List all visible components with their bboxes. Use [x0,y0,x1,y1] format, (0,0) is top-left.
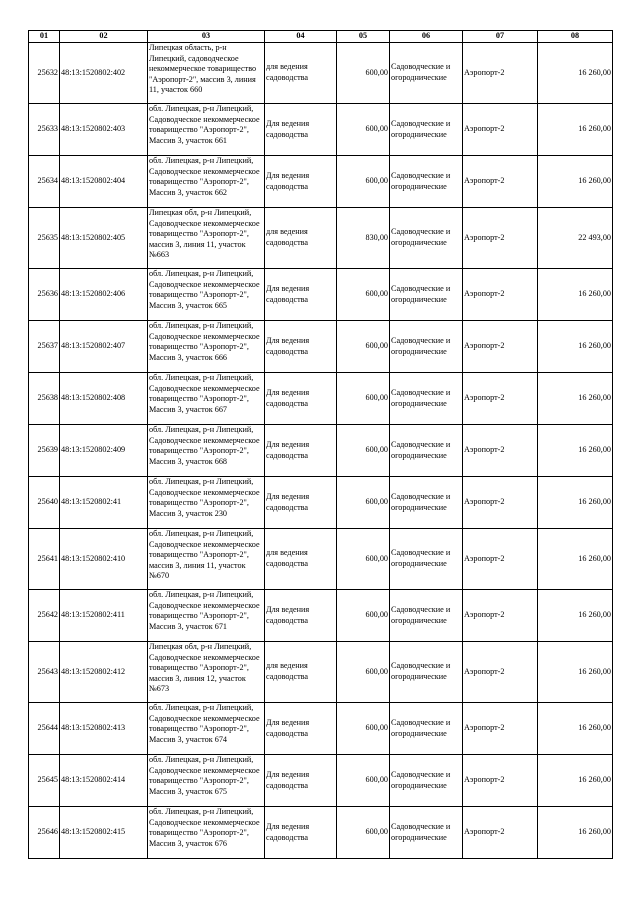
address-cell [148,373,265,425]
row-number-cell: 25632 [29,43,60,104]
address-cell [148,590,265,642]
category-cell: Садоводческие и огороднические [390,104,463,156]
category-cell: Садоводческие и огороднические [390,269,463,321]
table-row [29,529,613,590]
purpose-cell: для ведения садоводства [265,529,337,590]
table-row [29,590,613,642]
cadastral-value-cell: 16 260,00 [538,590,613,642]
header-row [29,31,613,43]
zone-cell: Аэропорт-2 [463,321,538,373]
zone-cell: Аэропорт-2 [463,703,538,755]
table-body [29,43,613,859]
table-row [29,156,613,208]
address-cell [148,425,265,477]
column-header: 02 [60,31,148,43]
address-text: обл. Липецкая, р-н Липецкий, Садоводческое некоммерческое товарищество "Аэропорт-2", Массив 3, участок 668 [149,425,260,466]
purpose-cell: для ведения садоводства [265,208,337,269]
table-row [29,477,613,529]
address-text: обл. Липецкая, р-н Липецкий, Садоводческое некоммерческое товарищество "Аэропорт-2", массив 3, линия 11, участок №670 [149,529,260,581]
category-cell: Садоводческие и огороднические [390,156,463,208]
row-number-cell: 25634 [29,156,60,208]
cadastral-value-cell: 16 260,00 [538,104,613,156]
zone-cell: Аэропорт-2 [463,373,538,425]
cadastral-value-cell: 16 260,00 [538,425,613,477]
cadastral-value-cell: 16 260,00 [538,807,613,859]
table-row [29,321,613,373]
row-number-cell: 25645 [29,755,60,807]
column-header: 03 [148,31,265,43]
cadastral-value-cell: 16 260,00 [538,642,613,703]
address-text: обл. Липецкая, р-н Липецкий, Садоводческое некоммерческое товарищество "Аэропорт-2", Массив 3, участок 665 [149,269,260,310]
address-cell [148,43,265,104]
table-row [29,425,613,477]
zone-cell: Аэропорт-2 [463,529,538,590]
address-text: обл. Липецкая, р-н Липецкий, Садоводческое некоммерческое товарищество "Аэропорт-2", Массив 3, участок 661 [149,104,260,145]
cadastral-value-cell: 16 260,00 [538,477,613,529]
row-number-cell: 25639 [29,425,60,477]
column-header: 01 [29,31,60,43]
cadastral-value-cell: 16 260,00 [538,703,613,755]
address-cell [148,104,265,156]
cadastral-number-cell: 48:13:1520802:403 [60,104,148,156]
area-cell: 600,00 [337,269,390,321]
area-cell: 600,00 [337,529,390,590]
purpose-cell: Для ведения садоводства [265,104,337,156]
zone-cell: Аэропорт-2 [463,425,538,477]
area-cell: 600,00 [337,642,390,703]
address-cell [148,477,265,529]
address-text: обл. Липецкая, р-н Липецкий, Садоводческое некоммерческое товарищество "Аэропорт-2", Массив 3, участок 667 [149,373,260,414]
cadastral-number-cell: 48:13:1520802:415 [60,807,148,859]
purpose-cell: Для ведения садоводства [265,590,337,642]
row-number-cell: 25633 [29,104,60,156]
address-cell [148,529,265,590]
zone-cell: Аэропорт-2 [463,104,538,156]
row-number-cell: 25641 [29,529,60,590]
category-cell: Садоводческие и огороднические [390,373,463,425]
zone-cell: Аэропорт-2 [463,208,538,269]
category-cell: Садоводческие и огороднические [390,755,463,807]
column-header: 04 [265,31,337,43]
zone-cell: Аэропорт-2 [463,590,538,642]
area-cell: 600,00 [337,590,390,642]
cadastral-number-cell: 48:13:1520802:402 [60,43,148,104]
purpose-cell: Для ведения садоводства [265,477,337,529]
category-cell: Садоводческие и огороднические [390,321,463,373]
cadastral-number-cell: 48:13:1520802:408 [60,373,148,425]
category-cell: Садоводческие и огороднические [390,590,463,642]
zone-cell: Аэропорт-2 [463,156,538,208]
zone-cell: Аэропорт-2 [463,642,538,703]
row-number-cell: 25635 [29,208,60,269]
address-text: Липецкая обл, р-н Липецкий, Садоводческое некоммерческое товарищество "Аэропорт-2", массив 3, линия 11, участок №663 [149,208,260,260]
row-number-cell: 25644 [29,703,60,755]
cadastral-value-cell: 16 260,00 [538,156,613,208]
address-cell [148,807,265,859]
cadastral-value-cell: 16 260,00 [538,269,613,321]
table-row [29,104,613,156]
cadastral-number-cell: 48:13:1520802:409 [60,425,148,477]
cadastral-number-cell: 48:13:1520802:407 [60,321,148,373]
row-number-cell: 25640 [29,477,60,529]
cadastral-number-cell: 48:13:1520802:410 [60,529,148,590]
purpose-cell: Для ведения садоводства [265,425,337,477]
category-cell: Садоводческие и огороднические [390,807,463,859]
address-cell [148,269,265,321]
cadastral-number-cell: 48:13:1520802:412 [60,642,148,703]
address-cell [148,208,265,269]
cadastral-number-cell: 48:13:1520802:411 [60,590,148,642]
address-text: Липецкая обл, р-н Липецкий, Садоводческое некоммерческое товарищество "Аэропорт-2", массив 3, линия 12, участок №673 [149,642,260,694]
address-text: Липецкая область, р-н Липецкий, садоводческое некоммерческое товарищество "Аэропорт-2", массив 3, линия 11, участок 660 [149,43,257,95]
purpose-cell: для ведения садоводства [265,642,337,703]
category-cell: Садоводческие и огороднические [390,529,463,590]
category-cell: Садоводческие и огороднические [390,642,463,703]
purpose-cell: Для ведения садоводства [265,269,337,321]
row-number-cell: 25643 [29,642,60,703]
row-number-cell: 25646 [29,807,60,859]
area-cell: 600,00 [337,755,390,807]
table-row [29,208,613,269]
address-text: обл. Липецкая, р-н Липецкий, Садоводческое некоммерческое товарищество "Аэропорт-2", Массив 3, участок 676 [149,807,260,848]
address-cell [148,156,265,208]
purpose-cell: Для ведения садоводства [265,755,337,807]
address-text: обл. Липецкая, р-н Липецкий, Садоводческое некоммерческое товарищество "Аэропорт-2", Массив 3, участок 666 [149,321,260,362]
category-cell: Садоводческие и огороднические [390,703,463,755]
table-row [29,43,613,104]
category-cell: Садоводческие и огороднические [390,43,463,104]
column-header: 05 [337,31,390,43]
area-cell: 600,00 [337,43,390,104]
row-number-cell: 25638 [29,373,60,425]
address-cell [148,755,265,807]
area-cell: 830,00 [337,208,390,269]
area-cell: 600,00 [337,104,390,156]
address-text: обл. Липецкая, р-н Липецкий, Садоводческое некоммерческое товарищество "Аэропорт-2", Массив 3, участок 671 [149,590,260,631]
purpose-cell: для ведения садоводства [265,43,337,104]
purpose-cell: Для ведения садоводства [265,703,337,755]
table-row [29,703,613,755]
zone-cell: Аэропорт-2 [463,269,538,321]
cadastral-value-cell: 16 260,00 [538,755,613,807]
cadastral-number-cell: 48:13:1520802:41 [60,477,148,529]
cadastral-number-cell: 48:13:1520802:414 [60,755,148,807]
cadastral-value-cell: 16 260,00 [538,43,613,104]
area-cell: 600,00 [337,425,390,477]
address-cell [148,321,265,373]
address-cell [148,703,265,755]
zone-cell: Аэропорт-2 [463,477,538,529]
table-row [29,642,613,703]
category-cell: Садоводческие и огороднические [390,425,463,477]
zone-cell: Аэропорт-2 [463,755,538,807]
table-row [29,269,613,321]
area-cell: 600,00 [337,807,390,859]
address-text: обл. Липецкая, р-н Липецкий, Садоводческое некоммерческое товарищество "Аэропорт-2", Массив 3, участок 230 [149,477,260,518]
column-header: 08 [538,31,613,43]
cadastral-value-cell: 16 260,00 [538,321,613,373]
category-cell: Садоводческие и огороднические [390,477,463,529]
cadastral-value-cell: 16 260,00 [538,373,613,425]
cadastral-value-cell: 16 260,00 [538,529,613,590]
area-cell: 600,00 [337,156,390,208]
purpose-cell: Для ведения садоводства [265,807,337,859]
column-header: 06 [390,31,463,43]
area-cell: 600,00 [337,373,390,425]
row-number-cell: 25636 [29,269,60,321]
address-text: обл. Липецкая, р-н Липецкий, Садоводческое некоммерческое товарищество "Аэропорт-2", Массив 3, участок 674 [149,703,260,744]
purpose-cell: Для ведения садоводства [265,156,337,208]
zone-cell: Аэропорт-2 [463,807,538,859]
category-cell: Садоводческие и огороднические [390,208,463,269]
area-cell: 600,00 [337,477,390,529]
table-row [29,755,613,807]
address-text: обл. Липецкая, р-н Липецкий, Садоводческое некоммерческое товарищество "Аэропорт-2", Массив 3, участок 662 [149,156,260,197]
zone-cell: Аэропорт-2 [463,43,538,104]
cadastral-value-cell: 22 493,00 [538,208,613,269]
address-text: обл. Липецкая, р-н Липецкий, Садоводческое некоммерческое товарищество "Аэропорт-2", Массив 3, участок 675 [149,755,260,796]
table-row [29,807,613,859]
row-number-cell: 25637 [29,321,60,373]
area-cell: 600,00 [337,321,390,373]
row-number-cell: 25642 [29,590,60,642]
cadastral-number-cell: 48:13:1520802:413 [60,703,148,755]
area-cell: 600,00 [337,703,390,755]
cadastral-number-cell: 48:13:1520802:405 [60,208,148,269]
address-cell [148,642,265,703]
cadastral-number-cell: 48:13:1520802:406 [60,269,148,321]
cadastral-number-cell: 48:13:1520802:404 [60,156,148,208]
table-row [29,373,613,425]
land-plots-table [28,30,613,859]
purpose-cell: Для ведения садоводства [265,373,337,425]
purpose-cell: Для ведения садоводства [265,321,337,373]
column-header: 07 [463,31,538,43]
